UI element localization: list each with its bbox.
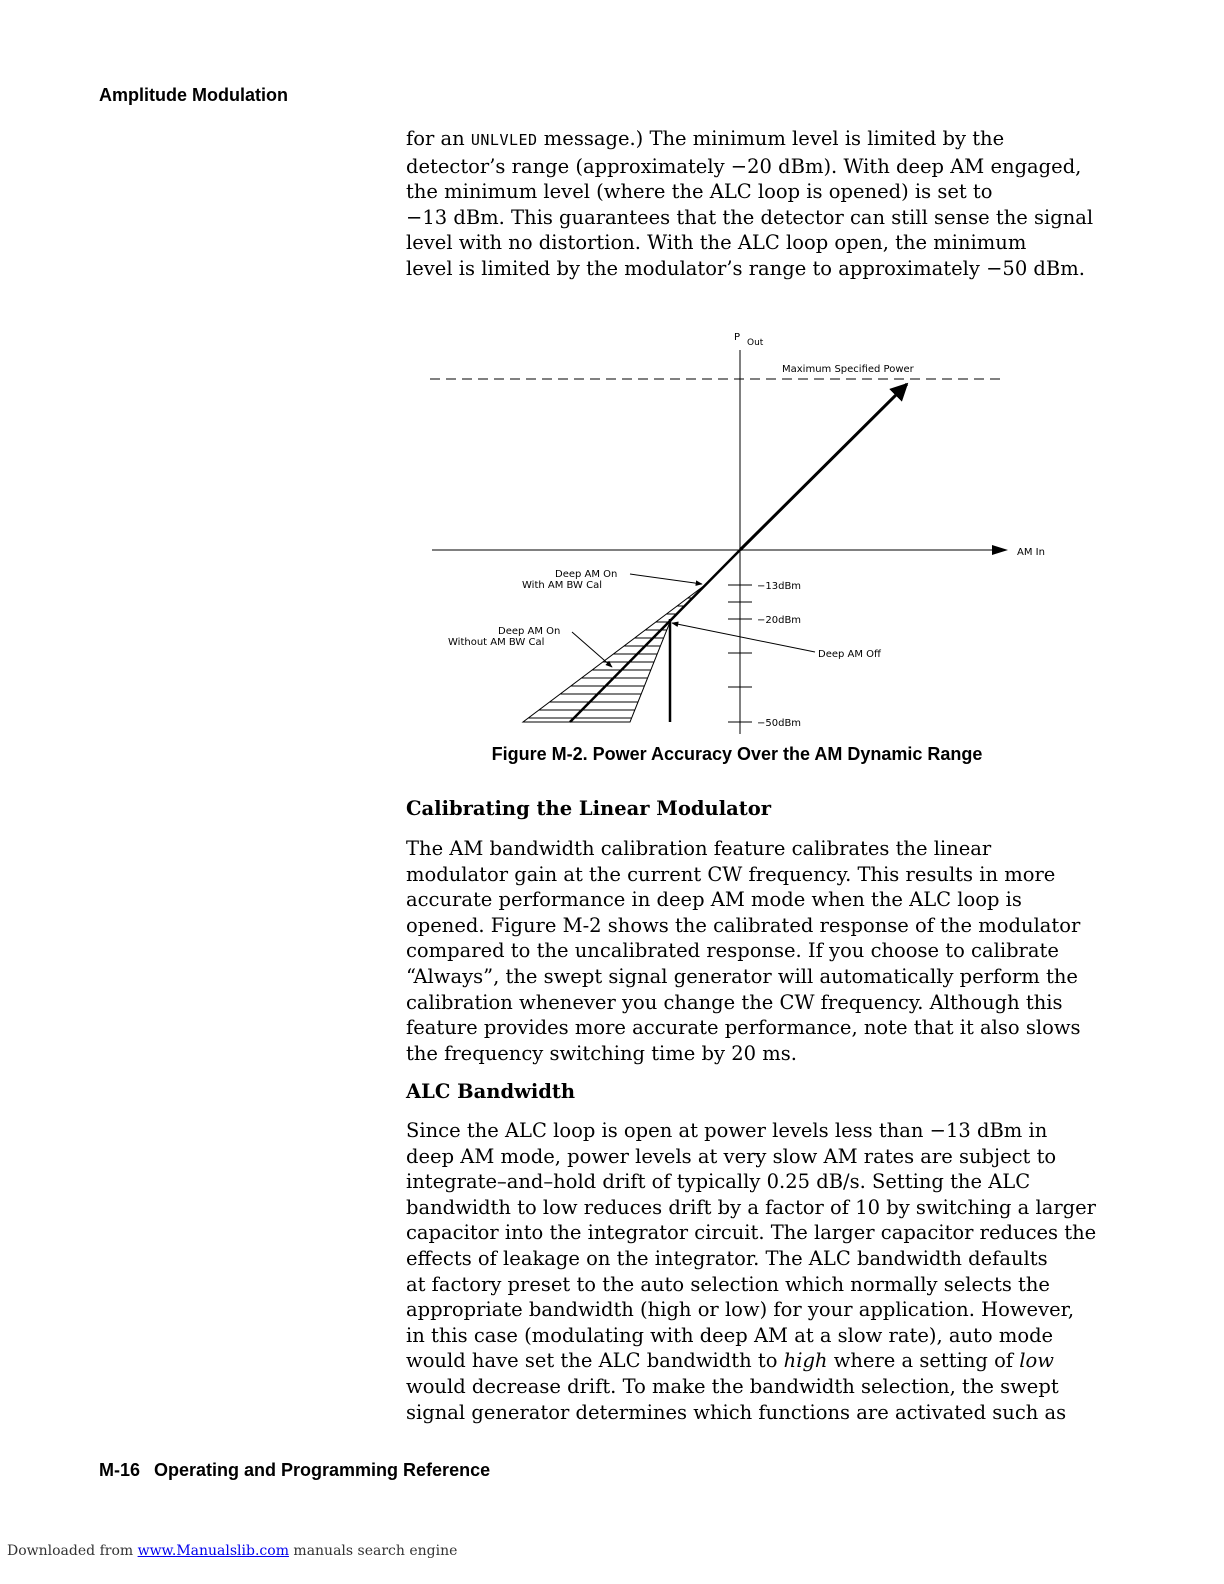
alc-line: in this case (modulating with deep AM at a slow rate), auto mode <box>406 1323 1054 1347</box>
heading-calibrating-linear-modulator: Calibrating the Linear Modulator <box>406 797 772 820</box>
tick-label-20dbm: −20dBm <box>757 615 802 626</box>
intro-line: detector’s range (approximately −20 dBm). With deep AM engaged, <box>406 154 1082 178</box>
leader-with-cal <box>630 574 702 584</box>
alc-line: appropriate bandwidth (high or low) for your application. However, <box>406 1298 1075 1322</box>
alc-bandwidth-paragraph <box>406 1118 1097 1425</box>
emphasis-high: high <box>783 1349 828 1373</box>
intro-paragraph <box>406 126 1094 282</box>
tick-label-13dbm: −13dBm <box>757 581 802 592</box>
label-with-cal-2: With AM BW Cal <box>522 580 602 591</box>
alc-line: effects of leakage on the integrator. The ALC bandwidth defaults <box>406 1246 1048 1270</box>
label-with-cal-1: Deep AM On <box>555 569 618 580</box>
page-number: M-16 <box>99 1460 141 1480</box>
label-without-cal-1: Deep AM On <box>498 626 561 637</box>
intro-line: for an UNLVLED message.) The minimum level is limited by the <box>406 127 1005 150</box>
leader-off <box>672 623 815 652</box>
calibration-line: accurate performance in deep AM mode when the ALC loop is <box>406 888 1022 912</box>
page-footer <box>99 1460 490 1481</box>
calibration-line: the frequency switching time by 20 ms. <box>406 1041 797 1065</box>
alc-line: signal generator determines which functions are activated such as <box>406 1400 1067 1424</box>
alc-line: deep AM mode, power levels at very slow AM rates are subject to <box>406 1144 1057 1168</box>
label-deep-am-off: Deep AM Off <box>818 649 881 660</box>
alc-line: bandwidth to low reduces drift by a factor of 10 by switching a larger <box>406 1195 1096 1219</box>
intro-line: the minimum level (where the ALC loop is opened) is set to <box>406 180 993 204</box>
calibration-line: compared to the uncalibrated response. If you choose to calibrate <box>406 939 1059 963</box>
footer-title: Operating and Programming Reference <box>154 1460 491 1480</box>
intro-line: −13 dBm. This guarantees that the detector can still sense the signal <box>406 205 1094 229</box>
x-axis-arrow <box>992 545 1008 555</box>
intro-line: level with no distortion. With the ALC loop open, the minimum <box>406 231 1027 255</box>
figure-caption: Figure M-2. Power Accuracy Over the AM Dynamic Range <box>491 744 983 764</box>
calibration-line: opened. Figure M-2 shows the calibrated response of the modulator <box>406 913 1081 937</box>
calibration-line: “Always”, the swept signal generator will automatically perform the <box>406 964 1078 988</box>
calibration-line: feature provides more accurate performance, note that it also slows <box>406 1016 1081 1040</box>
download-note: Downloaded from www.Manualslib.com manuals search engine <box>7 1543 458 1559</box>
unlvled-message-code: UNLVLED <box>470 131 538 149</box>
leader-without-cal <box>572 632 612 667</box>
alc-line: would have set the ALC bandwidth to high where a setting of low <box>406 1349 1054 1373</box>
y-axis-label-sub: Out <box>747 338 764 348</box>
emphasis-low: low <box>1019 1349 1054 1373</box>
running-head: Amplitude Modulation <box>99 85 288 105</box>
calibration-line: calibration whenever you change the CW frequency. Although this <box>406 990 1063 1014</box>
manualslib-link[interactable]: www.Manualslib.com <box>137 1543 289 1559</box>
y-axis-label: P <box>734 332 741 343</box>
power-accuracy-figure <box>420 322 1060 742</box>
label-without-cal-2: Without AM BW Cal <box>448 637 545 648</box>
alc-line: would decrease drift. To make the bandwidth selection, the swept <box>406 1374 1059 1398</box>
max-power-label: Maximum Specified Power <box>782 364 914 375</box>
calibration-line: modulator gain at the current CW frequency. This results in more <box>406 862 1056 886</box>
alc-line: Since the ALC loop is open at power levels less than −13 dBm in <box>406 1119 1048 1142</box>
tick-label-50dbm: −50dBm <box>757 718 802 729</box>
figure-diagram <box>420 322 1060 742</box>
intro-line: level is limited by the modulator’s range to approximately −50 dBm. <box>406 256 1085 280</box>
calibration-paragraph <box>406 836 1086 1066</box>
alc-line: integrate–and–hold drift of typically 0.25 dB/s. Setting the ALC <box>406 1170 1031 1194</box>
calibration-line: The AM bandwidth calibration feature calibrates the linear <box>406 837 992 860</box>
response-line <box>740 384 907 550</box>
alc-line: at factory preset to the auto selection which normally selects the <box>406 1272 1050 1296</box>
x-axis-label: AM In <box>1017 547 1045 558</box>
uncalibrated-region <box>523 585 705 722</box>
alc-line: capacitor into the integrator circuit. The larger capacitor reduces the <box>406 1221 1097 1245</box>
heading-alc-bandwidth: ALC Bandwidth <box>406 1080 576 1103</box>
